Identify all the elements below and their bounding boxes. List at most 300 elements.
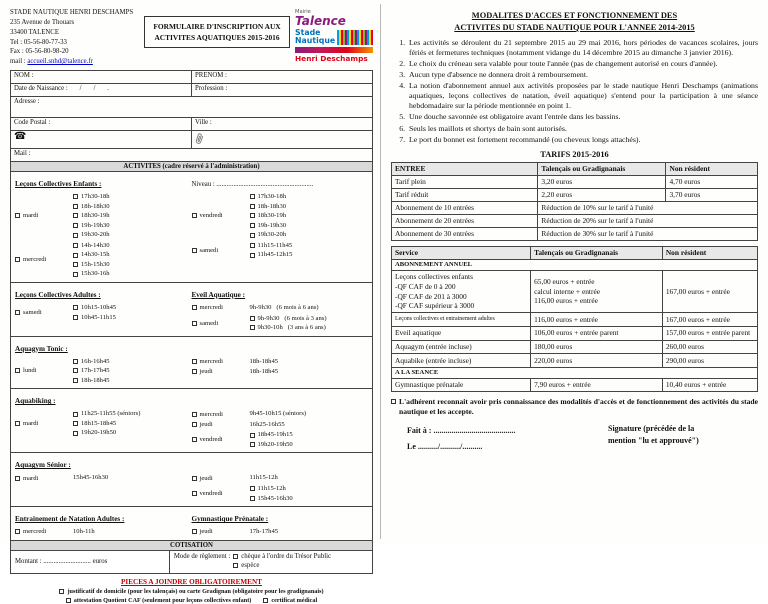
org-address-2: 33400 TALENCE (10, 28, 59, 36)
email-link[interactable]: accueil.snhd@talence.fr (27, 58, 93, 66)
day-label: mardi (23, 212, 39, 220)
cell-line: 116,00 euros + entrée (534, 314, 598, 324)
checkbox[interactable] (250, 325, 255, 330)
time-slot-label: 15h45-16h30 (257, 494, 293, 502)
checkbox[interactable] (192, 412, 197, 417)
table-row (11, 84, 373, 97)
checkbox[interactable] (15, 368, 20, 373)
checkbox[interactable] (73, 378, 78, 383)
date-naissance-field[interactable] (11, 84, 192, 97)
modalites-title-line2: ACTIVITES DU STADE NAUTIQUE POUR L'ANNEE 2014-2015 (454, 22, 695, 32)
table-row (392, 354, 758, 368)
activity-section-title: Leçons Collectives Enfants : (15, 180, 102, 189)
pieces-line (10, 597, 373, 604)
payment-option-label: espèce (241, 561, 260, 569)
table-cell: Abonnement de 20 entrées (392, 214, 538, 227)
time-slot-label: 16h25-16h55 (249, 420, 285, 428)
cell-line: 116,00 euros + entrée (534, 296, 598, 306)
tarifs-title: TARIFS 2015-2016 (540, 149, 609, 159)
day-group (192, 241, 369, 260)
column-header: Non résident (662, 246, 757, 259)
payment-option-label: chèque à l'ordre du Trésor Public (241, 552, 332, 560)
column-header: Non résident (666, 162, 758, 175)
phone-icon: ☎ (14, 131, 27, 143)
section-title-cell (15, 284, 192, 302)
time-slot-label: 9h30-10h (3 ans à 6 ans) (257, 324, 326, 332)
time-slot-label: 17h-17h45 (81, 367, 110, 375)
checkbox[interactable] (250, 486, 255, 491)
phone-field[interactable] (11, 131, 192, 149)
day-label: jeudi (199, 474, 213, 482)
logo (295, 8, 373, 63)
time-slot-label: 19h30-20h (257, 231, 287, 239)
time-slot (250, 211, 369, 221)
day-cell (15, 367, 73, 374)
day-group (192, 192, 369, 240)
checkbox[interactable] (192, 491, 197, 496)
day-group (192, 473, 369, 483)
ville-field[interactable] (192, 118, 373, 131)
checkbox[interactable] (250, 223, 255, 228)
table-cell (392, 378, 531, 392)
table-cell: 4,70 euros (666, 175, 758, 188)
modalites-item: 1. Les activités se déroulent du 21 septembre 2015 au 29 mai 2016, hors périodes de vacances scolaires, jours fériés et fermetures techniques (notamment vidange du 14 décembre 2015 au dimanche 3 janvier 2016). (407, 38, 758, 58)
day-group (192, 420, 369, 430)
day-label: jeudi (199, 368, 213, 376)
payment-option (233, 553, 331, 560)
time-slot-label: 19h20-19h50 (81, 429, 117, 437)
checkbox[interactable] (233, 563, 238, 568)
day-group (15, 241, 192, 279)
time-slot-label: 17h30-18h (257, 193, 287, 201)
group-label-row (392, 259, 758, 270)
time-list (73, 357, 192, 386)
activity-section (11, 172, 372, 283)
table-cell: Tarif réduit (392, 188, 538, 201)
day-cell (192, 490, 250, 497)
table-cell (392, 340, 531, 354)
day-cell (192, 247, 250, 254)
prenom-field[interactable] (192, 71, 373, 84)
time-slot-label: 17h-17h45 (249, 528, 279, 536)
activity-column (15, 302, 192, 334)
day-group (15, 303, 192, 322)
checkbox[interactable] (233, 554, 238, 559)
required-document-label: attestation Quotient CAF (seulement pour leçons collectives enfant) (73, 596, 252, 604)
modalites-list (407, 38, 758, 145)
checkbox[interactable] (250, 442, 255, 447)
header (10, 8, 373, 67)
time-slot (250, 192, 369, 202)
time-slot-label: 19h-19h30 (81, 221, 110, 229)
time-slot-label: 18h45-19h15 (257, 431, 293, 439)
cell-line: 180,00 euros (534, 342, 573, 352)
table-cell (662, 378, 757, 392)
section-title-cell (192, 173, 369, 191)
time-slot (73, 260, 192, 270)
time-slot (73, 303, 192, 313)
checkbox[interactable] (73, 305, 78, 310)
activity-section (11, 507, 372, 540)
section-title-cell (192, 284, 369, 302)
section-title-cell (15, 508, 192, 526)
activity-section-title: Aquagym Sénior : (15, 461, 71, 470)
cell-line: 10,40 euros + entrée (665, 380, 727, 390)
column-header: Service (392, 246, 531, 259)
acknowledgement-text: L'adhérent reconnait avoir pris connaissance des modalités d'accès et de fonctionnement des activités du stade nautique et les accepte. (399, 397, 758, 417)
activity-section-title: Leçons Collectives Adultes : (15, 290, 101, 299)
checkbox[interactable] (73, 223, 78, 228)
checkbox[interactable] (192, 529, 197, 534)
table-header-row (392, 162, 758, 175)
cell-line: Eveil aquatique (395, 328, 442, 338)
day-label: mercredi (199, 357, 223, 365)
checkbox[interactable] (73, 204, 78, 209)
time-slot (250, 221, 369, 231)
time-slot-label: 11h15-11h45 (257, 241, 293, 249)
time-slot-label: 19h-19h30 (257, 221, 287, 229)
activity-section-body (15, 302, 368, 334)
logo-tagline-strip (295, 47, 373, 53)
activity-column (15, 356, 192, 387)
time-slot (73, 419, 192, 429)
activity-section-titles (15, 284, 368, 302)
modalites-item: 4. La notion d'abonnement annuel aux activités proposées par le stade nautique Henri Deschamps (animations aquatiques, leçons collectives de natation, éveil aquatique) s'entend pour la participation à une séance hebdomadaire sur la période mentionnée en point 1. (407, 81, 758, 111)
time-slot (73, 250, 192, 260)
day-group (15, 192, 192, 240)
code-postal-label: Code Postal : (14, 119, 51, 127)
checkbox[interactable] (250, 204, 255, 209)
checkbox[interactable] (73, 262, 78, 267)
table-cell: Abonnement de 10 entrées (392, 201, 538, 214)
modalites-item: 6. Seuls les maillots et shortys de bain sont autorisés. (407, 124, 758, 134)
activity-section-body (15, 526, 368, 538)
activity-section-title: Aquabiking : (15, 397, 56, 406)
checkbox[interactable] (250, 496, 255, 501)
time-slot-label: 19h20-19h50 (257, 440, 293, 448)
time-slot-label: 18h30-19h (257, 212, 287, 220)
day-cell (15, 256, 73, 263)
required-document (66, 597, 252, 604)
payment-mode (170, 551, 372, 573)
day-label: vendredi (199, 490, 223, 498)
logo-mairie-text: Mairie (295, 9, 311, 15)
profession-field[interactable] (192, 84, 373, 97)
group-label-row (392, 367, 758, 378)
checkbox[interactable] (15, 476, 20, 481)
day-group (192, 303, 369, 313)
cell-line: 167,00 euros + entrée (665, 286, 730, 296)
section-title-cell (192, 338, 369, 356)
activity-column (192, 191, 369, 280)
signature-label (608, 423, 758, 455)
logo-color-stripes (337, 30, 373, 45)
profession-label: Profession : (195, 85, 228, 93)
required-document (59, 588, 323, 595)
table-cell: Tarif plein (392, 175, 538, 188)
time-slot-label: 11h45-12h15 (257, 251, 293, 259)
cell-line: 65,00 euros + entrée (534, 277, 595, 287)
adresse-field[interactable] (11, 97, 373, 118)
table-cell (531, 270, 663, 313)
logo-talence-text: Talence (295, 14, 346, 28)
day-label: mardi (23, 420, 39, 428)
checkbox[interactable] (73, 368, 78, 373)
payment-options (233, 553, 331, 571)
activity-section-titles (15, 173, 368, 191)
logo-stade-line1: Stade (295, 27, 321, 37)
time-slot (250, 230, 369, 240)
checkbox[interactable] (73, 272, 78, 277)
cell-line: Gymnastique prénatale (395, 380, 464, 390)
table-row (392, 313, 758, 327)
time-slot (73, 357, 192, 367)
checkbox[interactable] (15, 310, 20, 315)
cell-line: 260,00 euros (665, 342, 705, 352)
time-slot (73, 202, 192, 212)
activity-column (192, 472, 369, 504)
activity-section-title: Eveil Aquatique : (191, 290, 246, 299)
montant-field[interactable]: Montant : ............................ euros (11, 551, 170, 573)
mail-label: mail : (10, 58, 28, 66)
activity-column (15, 408, 192, 450)
logo-stade-nautique-text (295, 29, 335, 46)
checkbox[interactable] (192, 359, 197, 364)
checkbox[interactable] (15, 529, 20, 534)
table-cell: Abonnement de 30 entrées (392, 227, 538, 240)
cotisation-header-bar: COTISATION (10, 541, 373, 551)
time-slot (73, 241, 192, 251)
activity-section-titles (15, 390, 368, 408)
checkbox[interactable] (73, 243, 78, 248)
time-list (73, 303, 192, 322)
table-cell (531, 326, 663, 340)
activity-section-body (15, 472, 368, 504)
checkbox[interactable] (73, 421, 78, 426)
table-cell (662, 354, 757, 368)
cell-line: 7,90 euros + entrée (534, 380, 591, 390)
table-cell: Réduction de 30% sur le tarif à l'unité (538, 227, 758, 240)
time-slot-label: 10h-11h (73, 528, 95, 536)
checkbox[interactable] (263, 598, 268, 603)
mail-field-label: Mail : (14, 150, 31, 158)
checkbox[interactable] (73, 253, 78, 258)
niveau-field: Niveau : ......................................................... (191, 181, 314, 189)
paperclip-icon (193, 131, 206, 146)
time-slot (250, 494, 369, 504)
day-group (192, 430, 369, 449)
time-slot-label: 15h30-16h (81, 270, 110, 278)
activity-section-body (15, 356, 368, 387)
code-postal-field[interactable] (11, 118, 192, 131)
checkbox[interactable] (73, 431, 78, 436)
org-info (10, 8, 140, 67)
checkbox[interactable] (250, 316, 255, 321)
date-field[interactable]: Le ........../........../.......... (407, 442, 483, 452)
nom-field[interactable] (11, 71, 192, 84)
activity-column (192, 526, 369, 538)
day-group (192, 367, 369, 377)
payment-option (233, 562, 331, 569)
checkbox[interactable] (15, 257, 20, 262)
activities-header-bar: ACTIVITES (cadre réservé à l'administration) (10, 162, 373, 172)
time-slot (250, 241, 369, 251)
checkbox[interactable] (192, 321, 197, 326)
time-slot-label: 9h-9h30 (6 mois à 3 ans) (257, 314, 327, 322)
table-cell (531, 378, 663, 392)
activity-section (11, 337, 372, 390)
checkbox[interactable] (192, 422, 197, 427)
section-title-cell (192, 454, 369, 472)
time-slot (73, 409, 192, 419)
table-row (11, 149, 373, 162)
mail-field[interactable] (11, 149, 373, 162)
time-slot (73, 313, 192, 323)
activity-column (192, 408, 369, 450)
column-header: ENTREE (392, 162, 538, 175)
acknowledgement (391, 397, 758, 417)
day-cell (15, 420, 73, 427)
day-label: mercredi (23, 256, 47, 264)
cotisation-row (10, 551, 373, 574)
section-title-cell (192, 390, 369, 408)
time-slot (250, 323, 369, 333)
org-tel: Tel : 05-56-80-77-33 (10, 38, 67, 46)
table-header-row (392, 246, 758, 259)
checkbox[interactable] (250, 213, 255, 218)
table-cell (392, 270, 531, 313)
signature-label-line1: Signature (précédée de la (608, 424, 695, 434)
modalites-item: 7. Le port du bonnet est fortement recommandé (ou cheveux longs attachés). (407, 135, 758, 145)
time-slot-label: 11h25-11h55 (séniors) (81, 410, 141, 418)
service-table (391, 246, 758, 393)
activity-section-titles (15, 508, 368, 526)
activity-section-body (15, 408, 368, 450)
checkbox[interactable] (250, 194, 255, 199)
entree-table (391, 162, 758, 241)
time-slot-label: 15h-15h30 (81, 260, 110, 268)
cell-line: 106,00 euros + entrée parent (534, 328, 619, 338)
time-slot (250, 484, 369, 494)
personal-info-table (10, 70, 373, 162)
day-cell (15, 212, 73, 219)
checkbox[interactable] (192, 437, 197, 442)
day-label: jeudi (199, 421, 213, 429)
time-slot-label: 17h30-18h (81, 193, 110, 201)
checkbox[interactable] (15, 421, 20, 426)
time-slot (250, 250, 369, 260)
signature-block (391, 423, 758, 455)
pieces-line (10, 588, 373, 595)
mobile-field[interactable] (192, 131, 373, 149)
checkbox[interactable] (250, 433, 255, 438)
payment-mode-label: Mode de règlement : (173, 552, 231, 560)
checkbox[interactable] (73, 233, 78, 238)
checkbox[interactable] (250, 243, 255, 248)
form-title-box: FORMULAIRE D'INSCRIPTION AUX ACTIVITES AQUATIQUES 2015-2016 (144, 16, 290, 48)
checkbox[interactable] (73, 359, 78, 364)
activity-section (11, 453, 372, 507)
org-address-1: 235 Avenue de Thouars (10, 18, 75, 26)
time-slot (250, 440, 369, 450)
table-row (392, 214, 758, 227)
activity-section-title: Entrainement de Natation Adultes : (15, 515, 125, 524)
required-document-label: certificat médical (271, 596, 318, 604)
time-slot-label: 11h15-12h (249, 474, 278, 482)
cell-line: Leçons collectives enfants (395, 272, 473, 282)
checkbox[interactable] (250, 253, 255, 258)
date-naissance-label: Date de Naissance : / / . (14, 85, 109, 93)
day-label: vendredi (199, 436, 223, 444)
table-row (392, 175, 758, 188)
time-list (73, 409, 192, 438)
checkbox[interactable] (66, 598, 71, 603)
time-slot-label: 9h-9h30 (6 mois à 6 ans) (249, 303, 319, 311)
cell-line: Leçons collectives et entrainement adultes (395, 315, 495, 322)
activity-column (15, 191, 192, 280)
checkbox[interactable] (192, 305, 197, 310)
org-name: STADE NAUTIQUE HENRI DESCHAMPS (10, 9, 134, 16)
required-document-label: justificatif de domicile (pour les talençais) ou carte Gradignan (obligatoire pour les gradignanais) (67, 587, 324, 595)
time-slot (73, 269, 192, 279)
column-header: Talençais ou Gradignanais (531, 246, 663, 259)
checkbox[interactable] (250, 233, 255, 238)
time-slot (250, 430, 369, 440)
table-row (11, 97, 373, 118)
checkbox[interactable] (391, 399, 396, 404)
checkbox[interactable] (192, 248, 197, 253)
day-cell (15, 309, 73, 316)
checkbox[interactable] (192, 369, 197, 374)
checkbox[interactable] (73, 194, 78, 199)
fait-a-field[interactable]: Fait à : ......................................... (407, 426, 516, 436)
checkbox[interactable] (73, 412, 78, 417)
day-group (192, 314, 369, 333)
table-row (392, 326, 758, 340)
left-column (10, 8, 373, 604)
checkbox[interactable] (59, 589, 64, 594)
table-row (392, 227, 758, 240)
table-cell (392, 313, 531, 327)
modalites-item: 2. Le choix du créneau sera valable pour toute l'année (pas de changement autorisé en cours d'année). (407, 59, 758, 69)
table-row (392, 270, 758, 313)
checkbox[interactable] (15, 213, 20, 218)
group-label: A LA SEANCE (392, 367, 758, 378)
checkbox[interactable] (192, 213, 197, 218)
table-cell (662, 270, 757, 313)
adresse-label: Adresse : (14, 98, 40, 106)
time-slot (73, 428, 192, 438)
section-title-cell (192, 508, 369, 526)
required-document (263, 597, 317, 604)
table-cell (531, 354, 663, 368)
ville-label: Ville : (195, 119, 212, 127)
time-slot (73, 192, 192, 202)
day-group (15, 473, 192, 483)
checkbox[interactable] (192, 476, 197, 481)
day-cell (192, 436, 250, 443)
day-label: lundi (23, 367, 37, 375)
checkbox[interactable] (73, 315, 78, 320)
day-group (192, 527, 369, 537)
time-list (250, 314, 369, 333)
time-list (250, 192, 369, 240)
day-group (15, 357, 192, 386)
activity-column (192, 356, 369, 387)
modalites-title (391, 10, 758, 34)
checkbox[interactable] (73, 213, 78, 218)
time-list (250, 430, 369, 449)
